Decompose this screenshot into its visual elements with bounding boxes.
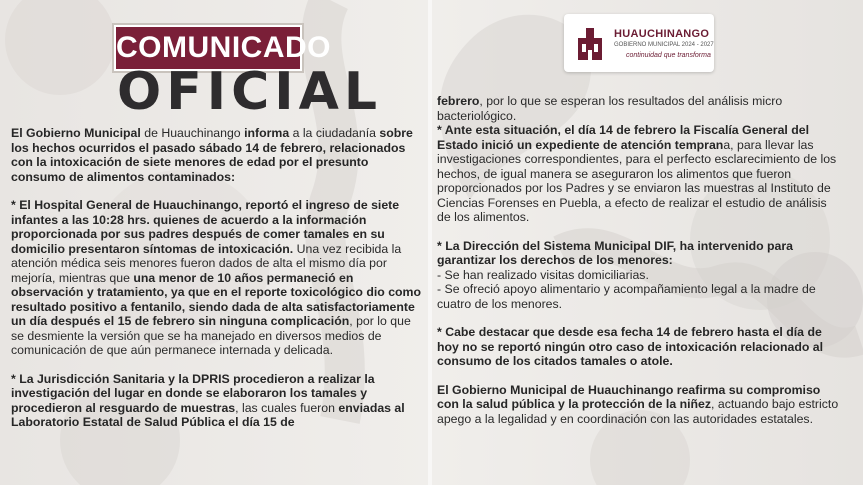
left-column-text bbox=[11, 126, 423, 444]
comunicado-badge: COMUNICADO bbox=[114, 25, 302, 71]
text-segment: * La Jurisdicción Sanitaria y la DPRIS procedieron a realizar la investigación del lugar en donde se elaboraron los tamales y procedieron al resguardo de muestras bbox=[11, 371, 375, 415]
huauchinango-logo bbox=[564, 14, 714, 72]
right-column-paragraph bbox=[437, 94, 843, 225]
oficial-title: OFICIAL bbox=[117, 62, 382, 122]
text-segment: enviadas al Laboratorio Estatal de Salud Pública el día 15 de bbox=[11, 400, 405, 429]
text-segment: a la ciudadanía bbox=[289, 126, 380, 140]
text-segment: de Huauchinango bbox=[140, 126, 245, 140]
text-segment: * La Dirección del Sistema Municipal DIF, ha intervenido para garantizar los derechos de los menores: bbox=[437, 238, 794, 267]
crest-icon bbox=[572, 24, 608, 64]
right-column-text bbox=[437, 94, 843, 440]
logo-term: GOBIERNO MUNICIPAL 2024 - 2027 bbox=[614, 42, 714, 48]
text-segment: febrero bbox=[437, 94, 480, 108]
right-column-paragraph bbox=[437, 383, 843, 427]
text-segment: Una vez recibida la atención médica seis menores fueron dados de alta el mismo día por mejoría, mientras que bbox=[11, 241, 402, 285]
text-segment: , por lo que se esperan los resultados del análisis micro bacteriológico. bbox=[437, 94, 783, 123]
left-column-paragraph bbox=[11, 198, 423, 358]
center-divider bbox=[428, 0, 432, 485]
text-segment: informa bbox=[244, 126, 290, 140]
text-segment: sobre los hechos ocurridos el pasado sábado 14 de febrero, relacionados con la intoxicación de siete menores de edad por el presunto consumo de alimentos contaminados: bbox=[11, 126, 413, 184]
right-column-paragraph bbox=[437, 239, 843, 312]
logo-name: HUAUCHINANGO bbox=[614, 28, 710, 40]
text-segment: El Gobierno Municipal de Huauchinango reafirma su compromiso con la salud pública y la protección de la niñez bbox=[437, 382, 821, 411]
left-column-paragraph bbox=[11, 372, 423, 430]
text-segment: , actuando bajo estricto apego a la legalidad y en coordinación con las autoridades estatales. bbox=[437, 397, 839, 426]
text-segment: - Se han realizado visitas domiciliarias. bbox=[437, 267, 649, 282]
text-segment: El Gobierno Municipal bbox=[11, 126, 141, 140]
text-segment: * Ante esta situación, el día 14 de febrero la Fiscalía General del Estado inició un expediente de atención tempran bbox=[437, 123, 810, 152]
right-column-paragraph bbox=[437, 325, 843, 369]
text-segment: , por lo que se desmiente la versión que se ha manejado en diversos medios de comunicación de que aún permanece internada y delicada. bbox=[11, 314, 411, 357]
text-segment: una menor de 10 años permaneció en observación y tratamiento, ya que en el reporte toxicológico dio como resultado positivo a fentanilo, siendo dada de alta satisfactoriamente un día después el 15 de febrero sin ninguna complicación bbox=[11, 270, 421, 328]
text-segment: , las cuales fueron bbox=[235, 400, 339, 415]
text-segment: a, para llevar las investigaciones correspondientes, para el perfecto esclarecimiento de los hechos, de igual manera se aseguraron los alimentos que fueron proporcionados por los Padres y se enviaron las muestras al Instituto de Ciencias Forenses en Puebla, a efecto de realizar el estudio de análisis de los alimentos. bbox=[437, 137, 837, 224]
logo-motto: continuidad que transforma bbox=[626, 52, 711, 59]
left-column-paragraph bbox=[11, 126, 423, 184]
text-segment: * Cabe destacar que desde esa fecha 14 de febrero hasta el día de hoy no se reportó ningún otro caso de intoxicación relacionado al consumo de los citados tamales o atole. bbox=[437, 325, 824, 368]
text-segment: * El Hospital General de Huauchinango, reportó el ingreso de siete infantes a las 10:28 hrs. quienes de acuerdo a la información proporcionada por sus padres después de comer tamales en su domicilio presentaron síntomas de intoxicación. bbox=[11, 198, 400, 256]
text-segment: - Se ofreció apoyo alimentario y acompañamiento legal a la madre de cuatro de los menores. bbox=[437, 282, 816, 311]
